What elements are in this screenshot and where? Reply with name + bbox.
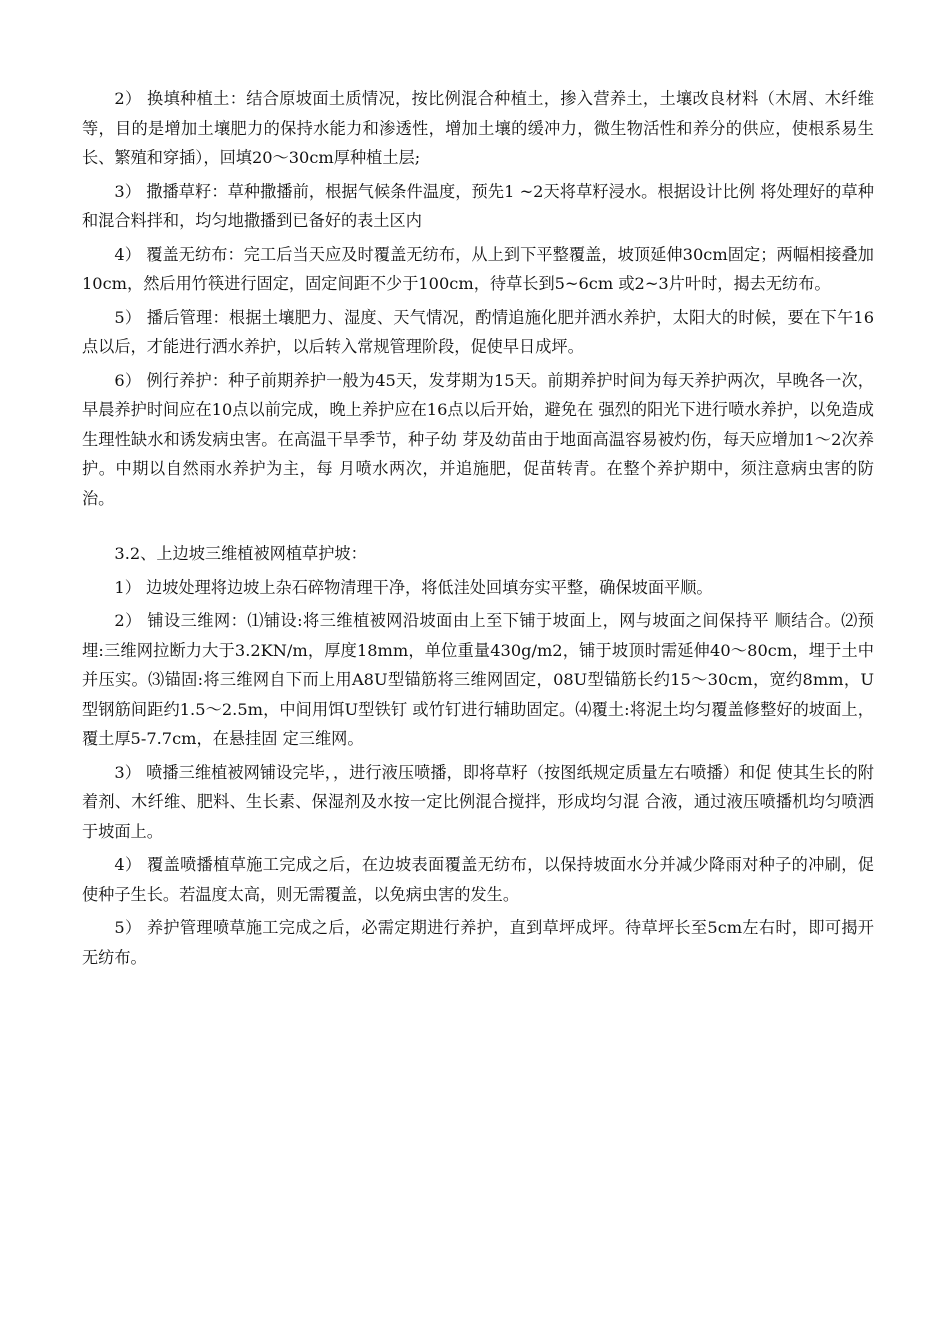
- document-page: [82, 84, 874, 976]
- paragraph-hydroseeding: 3） 喷播三维植被网铺设完毕，，进行液压喷播，即将草籽（按图纸规定质量左右喷播）和促 使其生长的附着剂、木纤维、肥料、生长素、保湿剂及水按一定比例混合搅拌，形成均匀混 合液，通过液压喷播机均匀喷洒于坡面上。: [82, 762, 874, 841]
- section-spacer: [82, 517, 874, 539]
- paragraph-cover-after-seeding: 4） 覆盖喷播植草施工完成之后，在边坡表面覆盖无纺布，以保持坡面水分并减少降雨对种子的冲刷，促使种子生长。若温度太高，则无需覆盖，以免病虫害的发生。: [82, 855, 874, 904]
- paragraph-maintenance-management: 5） 养护管理喷草施工完成之后，必需定期进行养护，直到草坪成坪。待草坪长至5cm左右时，即可揭开无纺布。: [82, 918, 874, 967]
- paragraph-sow-grass-seed: 3） 撒播草籽：草种撒播前，根据气候条件温度，预先1 ~2天将草籽浸水。根据设计比例 将处理好的草种和混合料拌和，均匀地撒播到已备好的表土区内: [82, 181, 874, 230]
- paragraph-replace-planting-soil: 2） 换填种植土：结合原坡面土质情况，按比例混合种植土，掺入营养土，土壤改良材料（木屑、木纤维等，目的是增加土壤肥力的保持水能力和渗透性，增加土壤的缓冲力，微生物活性和养分的供应，使根系易生长、繁殖和穿插），回填20～30cm厚种植土层;: [82, 89, 874, 167]
- paragraph-post-sowing-management: 5） 播后管理：根据土壤肥力、湿度、天气情况，酌情追施化肥并洒水养护，太阳大的时候，要在下午16点以后，才能进行洒水养护，以后转入常规管理阶段，促使早日成坪。: [82, 307, 874, 356]
- paragraph-lay-3d-net: 2） 铺设三维网：⑴铺设:将三维植被网沿坡面由上至下铺于坡面上，网与坡面之间保持平 顺结合。⑵预埋:三维网拉断力大于3.2KN/m，厚度18mm，单位重量430g/m2，铺于坡顶时需延伸40～80cm，埋于土中并压实。⑶锚固:将三维网自下而上用A8U型锚筋将三维网固定，08U型锚筋长约15～30cm，宽约8mm，U型钢筋间距约1.5～2.5m，中间用饵U型铁钉 或竹钉进行辅助固定。⑷覆土:将泥土均匀覆盖修整好的坡面上，覆土厚5-7.7cm，在悬挂固 定三维网。: [82, 611, 874, 748]
- paragraph-slope-treatment: 1） 边坡处理将边坡上杂石碎物清理干净，将低洼处回填夯实平整，确保坡面平顺。: [114, 577, 713, 597]
- section-heading: 3.2、上边坡三维植被网植草护坡：: [114, 544, 367, 563]
- paragraph-cover-nonwoven: 4） 覆盖无纺布：完工后当天应及时覆盖无纺布，从上到下平整覆盖，坡顶延伸30cm固定；两幅相接叠加10cm，然后用竹筷进行固定，固定间距不少于100cm，待草长到5~6cm 或2~3片叶时，揭去无纺布。: [82, 244, 874, 293]
- paragraph-routine-maintenance: 6） 例行养护：种子前期养护一般为45天，发芽期为15天。前期养护时间为每天养护两次，早晚各一次，早晨养护时间应在10点以前完成，晚上养护应在16点以后开始，避免在 强烈的阳光下进行喷水养护，以免造成生理性缺水和诱发病虫害。在高温干旱季节，种子幼 芽及幼苗由于地面高温容易被灼伤，每天应增加1～2次养护。中期以自然雨水养护为主，每 月喷水两次，并追施肥，促苗转青。在整个养护期中，须注意病虫害的防治。: [82, 370, 874, 508]
